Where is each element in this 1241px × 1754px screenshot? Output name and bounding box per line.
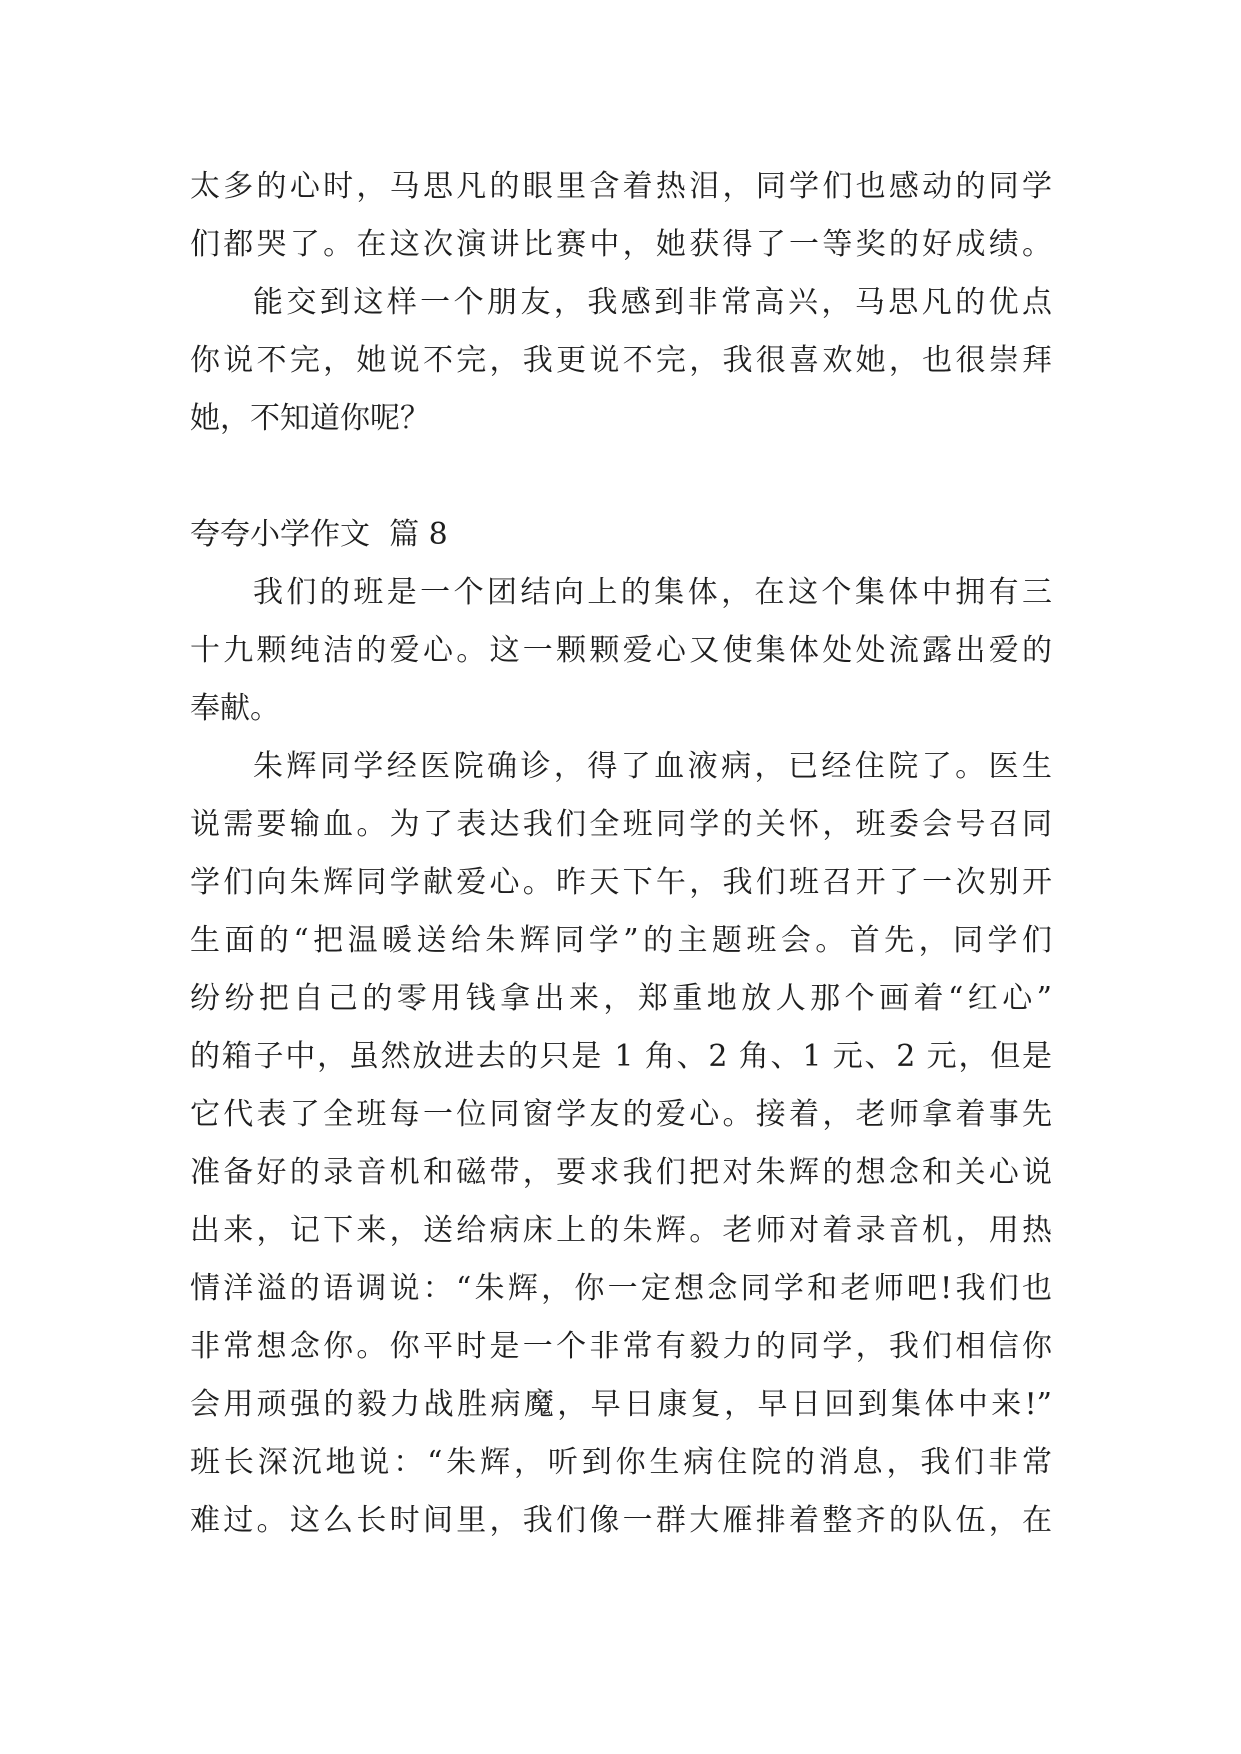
text-line: 会用顽强的毅力战胜病魔，早日康复，早日回到集体中来!” — [190, 1387, 1052, 1422]
paragraph-continued — [190, 158, 1052, 274]
text-line: 纷纷把自己的零用钱拿出来，郑重地放人那个画着“红心” — [190, 981, 1052, 1016]
text-line: 能交到这样一个朋友，我感到非常高兴，马思凡的优点 — [253, 285, 1052, 320]
text-line: 朱辉同学经医院确诊，得了血液病，已经住院了。医生 — [253, 749, 1052, 784]
text-line: 难过。这么长时间里，我们像一群大雁排着整齐的队伍，在 — [190, 1503, 1052, 1538]
text-line: 学们向朱辉同学献爱心。昨天下午，我们班召开了一次别开 — [190, 865, 1052, 900]
document-body — [190, 158, 1052, 1550]
text-line: 她，不知道你呢？ — [190, 401, 430, 436]
text-line: 情洋溢的语调说：“朱辉，你一定想念同学和老师吧!我们也 — [190, 1271, 1052, 1306]
text-line: 准备好的录音机和磁带，要求我们把对朱辉的想念和关心说 — [190, 1155, 1052, 1190]
paragraph — [190, 274, 1052, 448]
text-line: 十九颗纯洁的爱心。这一颗颗爱心又使集体处处流露出爱的 — [190, 633, 1052, 668]
text-line: 的箱子中，虽然放进去的只是 1 角、2 角、1 元、2 元，但是 — [190, 1039, 1052, 1074]
text-line: 非常想念你。你平时是一个非常有毅力的同学，我们相信你 — [190, 1329, 1052, 1364]
text-line: 你说不完，她说不完，我更说不完，我很喜欢她，也很崇拜 — [190, 343, 1052, 378]
text-line: 我们的班是一个团结向上的集体，在这个集体中拥有三 — [253, 575, 1052, 610]
text-line: 们都哭了。在这次演讲比赛中，她获得了一等奖的好成绩。 — [190, 227, 1052, 262]
paragraph — [190, 564, 1052, 738]
section-heading: 夸夸小学作文 篇 8 — [190, 517, 448, 552]
text-line: 奉献。 — [190, 691, 280, 726]
text-line: 出来，记下来，送给病床上的朱辉。老师对着录音机，用热 — [190, 1213, 1052, 1248]
text-line: 它代表了全班每一位同窗学友的爱心。接着，老师拿着事先 — [190, 1097, 1052, 1132]
paragraph — [190, 738, 1052, 1550]
text-line: 班长深沉地说：“朱辉，听到你生病住院的消息，我们非常 — [190, 1445, 1052, 1480]
text-line: 生面的“把温暖送给朱辉同学”的主题班会。首先，同学们 — [190, 923, 1052, 958]
text-line: 说需要输血。为了表达我们全班同学的关怀，班委会号召同 — [190, 807, 1052, 842]
text-line: 太多的心时，马思凡的眼里含着热泪，同学们也感动的同学 — [190, 169, 1052, 204]
